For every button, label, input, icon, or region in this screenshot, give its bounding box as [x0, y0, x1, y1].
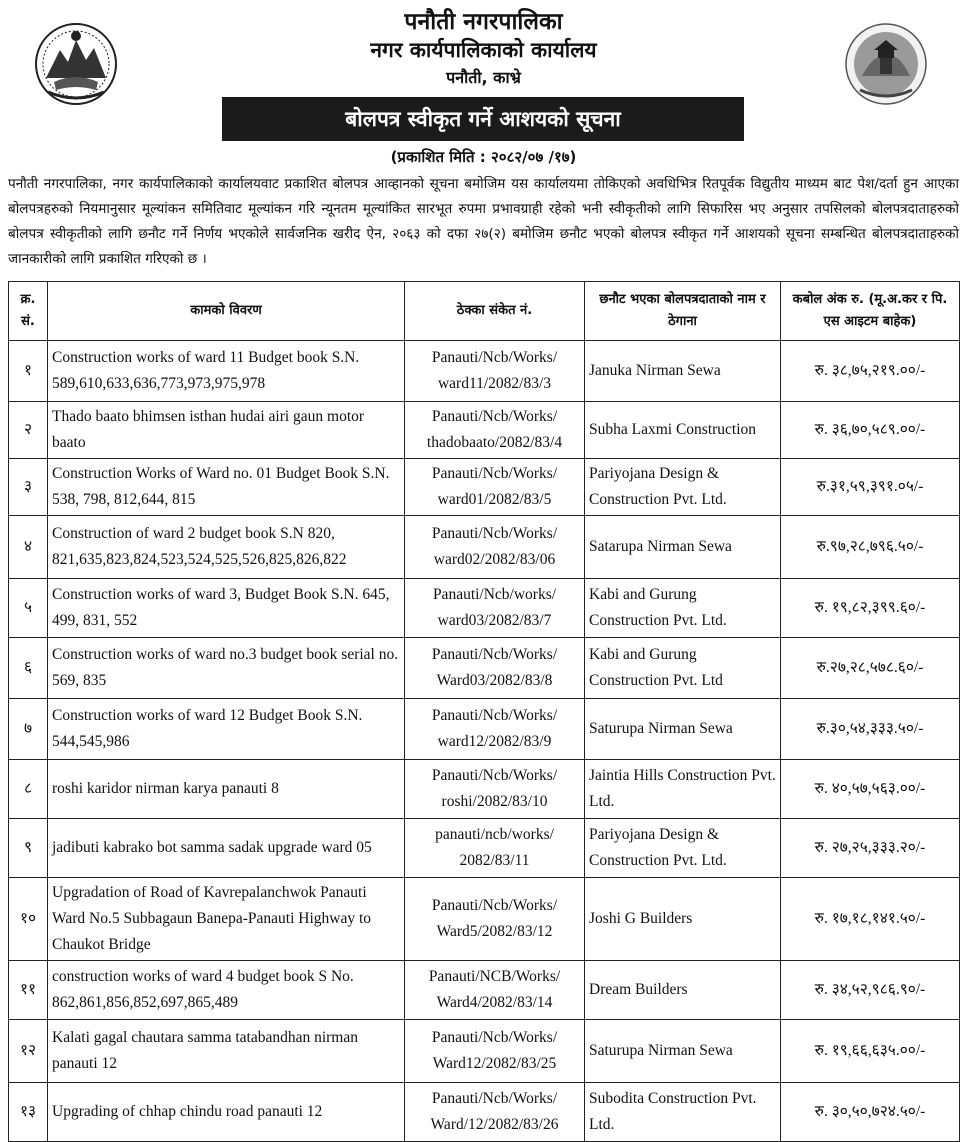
row-sn: ११ — [9, 961, 48, 1020]
row-bidder: Kabi and Gurung Construction Pvt. Ltd — [585, 638, 781, 699]
table-row — [9, 819, 960, 878]
table-row — [9, 516, 960, 579]
row-amount: रु.२७,२८,५७८.६०/- — [781, 638, 960, 699]
row-description: construction works of ward 4 budget book S No. 862,861,856,852,697,865,489 — [48, 961, 405, 1020]
table-row — [9, 638, 960, 699]
row-contract-code: Panauti/NCB/Works/ Ward4/2082/83/14 — [405, 961, 585, 1020]
row-contract-code: Panauti/Ncb/Works/ ward12/2082/83/9 — [405, 699, 585, 760]
header-contract-code: ठेक्का संकेत नं. — [405, 282, 585, 341]
selected-bidders-table — [8, 281, 960, 1142]
row-description: Construction works of ward 11 Budget book S.N. 589,610,633,636,773,973,975,978 — [48, 341, 405, 402]
table-row — [9, 760, 960, 819]
row-contract-code: Panauti/Ncb/Works/ Ward5/2082/83/12 — [405, 878, 585, 961]
office-name: नगर कार्यपालिकाको कार्यालय — [370, 38, 597, 62]
row-sn: १ — [9, 341, 48, 402]
intro-paragraph: पनौती नगरपालिका, नगर कार्यपालिकाको कार्यालयवाट प्रकाशित बोलपत्र आव्हानको सूचना बमोजिम यस कार्यालयमा तोकिएको अवधिभित्र रितपूर्वक विद्युतीय माध्यम बाट पेश/दर्ता हुन आएका बोलपत्रहरुको नियमानुसार मूल्यांकन समितिवाट मूल्यांकन गरि न्यूनतम मूल्यांकित सारभूत रुपमा प्रभावग्राही रहेको भनी स्वीकृतीको लागि सिफारिस भए अनुसार तपसिलको बोलपत्रदाताहरुको बोलपत्र स्वीकृतीको लागि छनौट गर्ने निर्णय भएकोले सार्वजनिक खरीद ऐन, २०६३ को दफा २७(२) बमोजिम छनौट भएको बोलपत्र स्वीकृत गर्ने आशयको सूचना सम्बन्धित बोलपत्रदाताहरुको जानकारीको लागि प्रकाशित गरिएको छ । — [8, 176, 959, 267]
row-contract-code: Panauti/Ncb/Works/ Ward03/2082/83/8 — [405, 638, 585, 699]
row-amount: रु. ३६,७०,५८९.००/- — [781, 402, 960, 459]
row-sn: ८ — [9, 760, 48, 819]
row-sn: १० — [9, 878, 48, 961]
row-bidder: Joshi G Builders — [585, 878, 781, 961]
row-description: Construction works of ward 3, Budget Book S.N. 645, 499, 831, 552 — [48, 579, 405, 638]
table-row — [9, 961, 960, 1020]
row-bidder: Pariyojana Design & Construction Pvt. Ltd. — [585, 819, 781, 878]
row-sn: २ — [9, 402, 48, 459]
row-description: Construction Works of Ward no. 01 Budget Book S.N. 538, 798, 812,644, 815 — [48, 459, 405, 516]
row-contract-code: Panauti/Ncb/Works/ roshi/2082/83/10 — [405, 760, 585, 819]
row-description: Construction works of ward 12 Budget Book S.N. 544,545,986 — [48, 699, 405, 760]
table-row — [9, 878, 960, 961]
row-sn: १३ — [9, 1083, 48, 1142]
row-bidder: Subha Laxmi Construction — [585, 402, 781, 459]
row-sn: ९ — [9, 819, 48, 878]
row-amount: रु.३१,५९,३९१.०५/- — [781, 459, 960, 516]
notice-header — [0, 0, 967, 96]
row-sn: ३ — [9, 459, 48, 516]
row-contract-code: Panauti/Ncb/Works/ Ward12/2082/83/25 — [405, 1020, 585, 1083]
row-amount: रु. १७,१८,१४१.५०/- — [781, 878, 960, 961]
row-contract-code: Panauti/Ncb/Works/ Ward/12/2082/83/26 — [405, 1083, 585, 1142]
table-row — [9, 459, 960, 516]
row-description: Upgrading of chhap chindu road panauti 12 — [48, 1083, 405, 1142]
row-description: roshi karidor nirman karya panauti 8 — [48, 760, 405, 819]
row-description: jadibuti kabrako bot samma sadak upgrade ward 05 — [48, 819, 405, 878]
row-sn: ६ — [9, 638, 48, 699]
row-amount: रु. २७,२५,३३३.२०/- — [781, 819, 960, 878]
row-bidder: Jaintia Hills Construction Pvt. Ltd. — [585, 760, 781, 819]
row-amount: रु.९७,२८,७९६.५०/- — [781, 516, 960, 579]
table-row — [9, 579, 960, 638]
row-bidder: Pariyojana Design & Construction Pvt. Ltd. — [585, 459, 781, 516]
row-amount: रु.३०,५४,३३३.५०/- — [781, 699, 960, 760]
notice-title-banner: बोलपत्र स्वीकृत गर्ने आशयको सूचना — [222, 97, 744, 141]
row-bidder: Satarupa Nirman Sewa — [585, 516, 781, 579]
table-row — [9, 402, 960, 459]
row-sn: ७ — [9, 699, 48, 760]
row-description: Upgradation of Road of Kavrepalanchwok Panauti Ward No.5 Subbagaun Banepa-Panauti Highway to Chaukot Bridge — [48, 878, 405, 961]
row-description: Construction works of ward no.3 budget book serial no. 569, 835 — [48, 638, 405, 699]
row-amount: रु. ४०,५७,५६३.००/- — [781, 760, 960, 819]
table-row — [9, 1083, 960, 1142]
row-contract-code: Panauti/Ncb/Works/ ward02/2082/83/06 — [405, 516, 585, 579]
row-bidder: Saturupa Nirman Sewa — [585, 699, 781, 760]
row-description: Construction of ward 2 budget book S.N 820, 821,635,823,824,523,524,525,526,825,826,822 — [48, 516, 405, 579]
row-amount: रु. ३०,५०,७२४.५०/- — [781, 1083, 960, 1142]
published-date: (प्रकाशित मिति : २०८२/०७ /१७) — [390, 148, 577, 166]
org-name: पनौती नगरपालिका — [404, 9, 563, 35]
row-amount: रु. १९,६६,६३५.००/- — [781, 1020, 960, 1083]
header-description: कामको विवरण — [48, 282, 405, 341]
header-amount: कबोल अंक रु. (मू.अ.कर र पि. एस आइटम बाहेक) — [781, 282, 960, 341]
row-sn: ५ — [9, 579, 48, 638]
row-contract-code: Panauti/Ncb/Works/ ward01/2082/83/5 — [405, 459, 585, 516]
row-amount: रु. ३४,५२,९८६.९०/- — [781, 961, 960, 1020]
row-sn: १२ — [9, 1020, 48, 1083]
row-bidder: Kabi and Gurung Construction Pvt. Ltd. — [585, 579, 781, 638]
row-description: Kalati gagal chautara samma tatabandhan nirman panauti 12 — [48, 1020, 405, 1083]
office-location: पनौती, काभ्रे — [446, 68, 521, 87]
header-bidder: छनौट भएका बोलपत्रदाताको नाम र ठेगाना — [585, 282, 781, 341]
row-amount: रु. १९,८२,३९९.६०/- — [781, 579, 960, 638]
table-body — [9, 341, 960, 1142]
row-contract-code: panauti/ncb/works/ 2082/83/11 — [405, 819, 585, 878]
row-bidder: Saturupa Nirman Sewa — [585, 1020, 781, 1083]
panauti-municipality-logo — [840, 20, 932, 108]
table-row — [9, 699, 960, 760]
row-bidder: Subodita Construction Pvt. Ltd. — [585, 1083, 781, 1142]
header-sn: क्र. सं. — [9, 282, 48, 341]
row-amount: रु. ३८,७५,२१९.००/- — [781, 341, 960, 402]
row-sn: ४ — [9, 516, 48, 579]
row-contract-code: Panauti/Ncb/Works/ ward11/2082/83/3 — [405, 341, 585, 402]
row-description: Thado baato bhimsen isthan hudai airi gaun motor baato — [48, 402, 405, 459]
row-contract-code: Panauti/Ncb/works/ ward03/2082/83/7 — [405, 579, 585, 638]
table-row — [9, 341, 960, 402]
row-bidder: Dream Builders — [585, 961, 781, 1020]
table-header-row — [9, 282, 960, 341]
row-contract-code: Panauti/Ncb/Works/ thadobaato/2082/83/4 — [405, 402, 585, 459]
row-bidder: Januka Nirman Sewa — [585, 341, 781, 402]
table-row — [9, 1020, 960, 1083]
